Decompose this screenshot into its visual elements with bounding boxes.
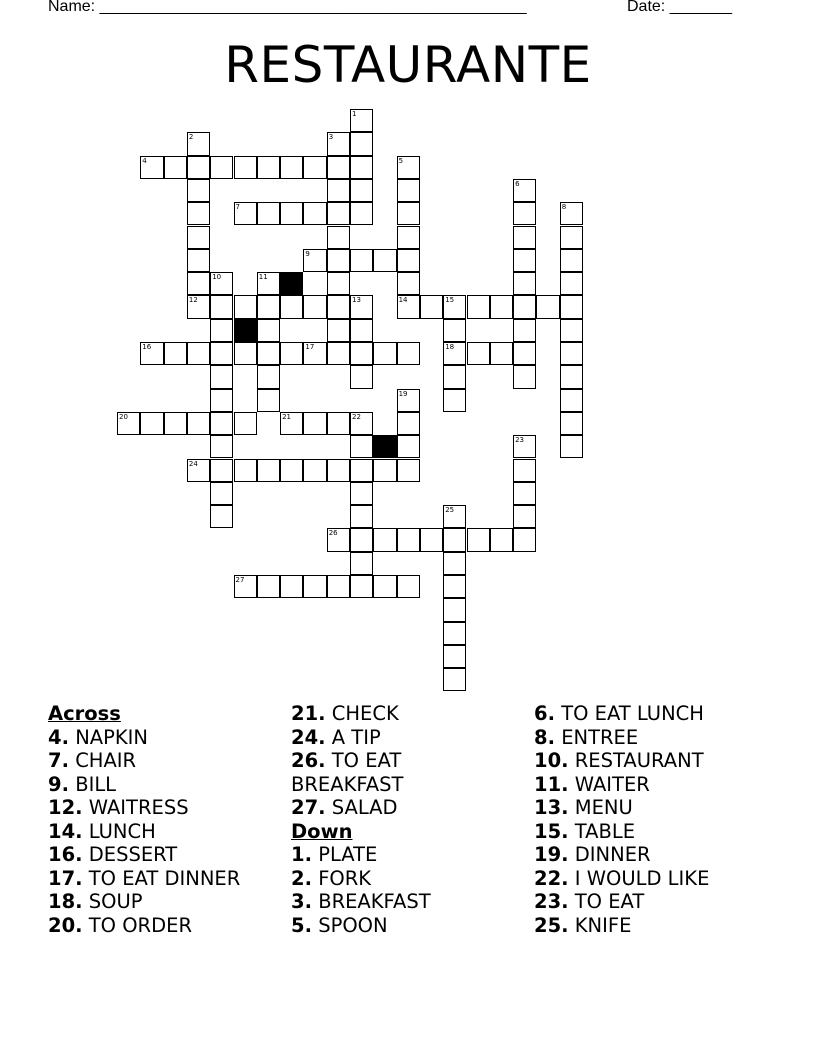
grid-cell[interactable] [350,365,373,388]
grid-cell[interactable] [373,249,396,272]
grid-cell[interactable] [373,342,396,365]
grid-cell[interactable] [210,505,233,528]
grid-cell[interactable] [140,342,163,365]
grid-cell[interactable] [164,412,187,435]
grid-cell[interactable] [187,179,210,202]
grid-cell[interactable] [303,295,326,318]
grid-cell[interactable] [187,202,210,225]
cell-number: 13 [352,296,361,305]
puzzle-title: RESTAURANTE [224,36,592,94]
down-clue: 6. TO EAT LUNCH [534,702,704,725]
grid-cell[interactable] [397,249,420,272]
grid-cell[interactable] [443,295,466,318]
grid-cell[interactable] [560,365,583,388]
down-clue: 15. TABLE [534,819,636,843]
grid-cell[interactable] [560,272,583,295]
grid-cell[interactable] [490,342,513,365]
grid-cell[interactable] [327,342,350,365]
grid-cell[interactable] [513,179,536,202]
grid-cell[interactable] [560,389,583,412]
grid-cell[interactable] [397,342,420,365]
grid-cell[interactable] [327,295,350,318]
grid-cell[interactable] [187,295,210,318]
date-field: Date: _______ [627,0,732,15]
grid-cell[interactable] [373,459,396,482]
grid-cell[interactable] [234,342,257,365]
grid-cell[interactable] [303,156,326,179]
clue-column-2 [291,702,461,937]
across-heading: Across [48,702,121,725]
grid-cell[interactable] [187,412,210,435]
cell-number: 1 [352,110,357,118]
grid-cell[interactable] [420,295,443,318]
grid-cell[interactable] [467,295,490,318]
grid-cell[interactable] [327,132,350,155]
grid-cell[interactable] [140,156,163,179]
grid-cell[interactable] [513,342,536,365]
grid-cell[interactable] [350,179,373,202]
grid-cell[interactable] [327,249,350,272]
grid-cell[interactable] [257,342,280,365]
down-clue: 19. DINNER [534,843,651,866]
cell-number: 10 [212,273,222,282]
grid-cell[interactable] [443,622,466,645]
grid-cell[interactable] [513,482,536,505]
grid-cell[interactable] [350,109,373,132]
grid-cell[interactable] [303,202,326,225]
grid-cell[interactable] [327,226,350,249]
grid-cell[interactable] [373,575,396,598]
grid-cell[interactable] [350,156,373,179]
grid-cell[interactable] [513,365,536,388]
grid-cell[interactable] [280,575,303,598]
grid-cell[interactable] [280,412,303,435]
grid-cell[interactable] [257,156,280,179]
grid-cell[interactable] [397,459,420,482]
grid-cell[interactable] [443,505,466,528]
grid-cell[interactable] [560,295,583,318]
grid-cell[interactable] [536,295,559,318]
grid-cell[interactable] [513,295,536,318]
grid-cell[interactable] [513,272,536,295]
grid-cell[interactable] [350,528,373,551]
grid-cell[interactable] [234,156,257,179]
grid-cell[interactable] [210,412,233,435]
grid-cell[interactable] [327,179,350,202]
down-clue: 5. SPOON [291,913,388,937]
grid-cell[interactable] [350,132,373,155]
across-clue: 14. LUNCH [48,819,156,843]
grid-cell[interactable] [303,249,326,272]
grid-cell[interactable] [560,435,583,458]
grid-cell[interactable] [210,459,233,482]
cell-number: 4 [142,156,147,165]
grid-cell[interactable] [210,272,233,295]
cell-number: 3 [328,133,334,142]
down-clue: 1. PLATE [291,843,378,866]
grid-cell[interactable] [467,342,490,365]
grid-cell[interactable] [443,598,466,621]
grid-cell[interactable] [210,156,233,179]
grid-cell[interactable] [327,202,350,225]
grid-cell[interactable] [397,202,420,225]
cell-number: 15 [445,296,455,305]
grid-cell[interactable] [187,226,210,249]
grid-cell[interactable] [373,528,396,551]
grid-cell[interactable] [513,459,536,482]
grid-cell[interactable] [280,342,303,365]
grid-cell[interactable] [513,226,536,249]
grid-cell[interactable] [257,319,280,342]
down-clue: 11. WAITER [534,772,650,796]
grid-cell[interactable] [350,459,373,482]
grid-cell[interactable] [234,202,257,225]
across-clue: 21. CHECK [291,702,399,725]
down-clue: 2. FORK [291,866,372,890]
cell-number: 9 [305,249,310,258]
down-clue: 13. MENU [534,796,633,819]
grid-cell[interactable] [257,459,280,482]
down-clue: 22. I WOULD LIKE [534,866,710,890]
grid-cell[interactable] [397,412,420,435]
grid-cell[interactable] [234,412,257,435]
grid-cell[interactable] [327,575,350,598]
grid-cell[interactable] [420,528,443,551]
grid-cell[interactable] [164,156,187,179]
grid-cell[interactable] [257,272,280,295]
grid-cell[interactable] [397,226,420,249]
grid-cell[interactable] [350,505,373,528]
grid-cell[interactable] [350,202,373,225]
cell-number: 7 [235,203,240,212]
grid-cell[interactable] [117,412,140,435]
clue-column-3 [534,702,709,937]
grid-cell[interactable] [443,528,466,551]
across-clue: 9. BILL [48,772,117,796]
cell-number: 2 [188,133,194,142]
grid-cell[interactable] [257,365,280,388]
cell-number: 21 [282,412,292,421]
grid-cell[interactable] [560,342,583,365]
cell-number: 5 [398,156,404,165]
grid-cell[interactable] [350,575,373,598]
grid-cell[interactable] [443,668,466,691]
grid-cell[interactable] [397,156,420,179]
grid-cell[interactable] [327,156,350,179]
across-clue: 26. TO EAT BREAKFAST [291,749,404,796]
grid-cell[interactable] [327,319,350,342]
grid-cell[interactable] [257,575,280,598]
grid-cell[interactable] [443,389,466,412]
grid-cell[interactable] [210,365,233,388]
grid-cell[interactable] [280,295,303,318]
grid-cell[interactable] [350,319,373,342]
grid-cell[interactable] [513,202,536,225]
grid-cell[interactable] [560,202,583,225]
grid-cell[interactable] [443,342,466,365]
grid-cell[interactable] [560,226,583,249]
grid-cell[interactable] [350,435,373,458]
cell-number: 24 [188,459,198,468]
grid-cell[interactable] [327,412,350,435]
across-clue: 4. NAPKIN [48,725,148,749]
grid-cell[interactable] [443,645,466,668]
cell-number: 14 [398,296,408,305]
grid-cell[interactable] [327,272,350,295]
grid-cell[interactable] [397,389,420,412]
grid-cell[interactable] [443,319,466,342]
grid-cell[interactable] [210,482,233,505]
grid-cell[interactable] [234,575,257,598]
across-clue: 27. SALAD [291,796,398,819]
grid-cell[interactable] [303,459,326,482]
grid-cell[interactable] [350,295,373,318]
grid-cell[interactable] [327,459,350,482]
grid-cell[interactable] [187,156,210,179]
cell-number: 12 [188,296,198,305]
grid-cell[interactable] [350,412,373,435]
grid-cell[interactable] [303,412,326,435]
across-clue: 18. SOUP [48,890,143,913]
grid-cell[interactable] [350,249,373,272]
across-clue: 24. A TIP [291,725,381,749]
grid-cell[interactable] [397,435,420,458]
grid-cell[interactable] [280,202,303,225]
black-cell [280,272,303,295]
grid-cell[interactable] [210,319,233,342]
grid-cell[interactable] [513,528,536,551]
grid-cell[interactable] [187,132,210,155]
grid-cell[interactable] [513,249,536,272]
grid-cell[interactable] [210,342,233,365]
grid-cell[interactable] [443,575,466,598]
grid-cell[interactable] [210,435,233,458]
grid-cell[interactable] [467,528,490,551]
grid-cell[interactable] [210,389,233,412]
grid-cell[interactable] [350,482,373,505]
across-clue: 16. DESSERT [48,843,178,866]
cell-number: 11 [258,273,268,282]
grid-cell[interactable] [443,552,466,575]
down-clue: 8. ENTREE [534,725,639,749]
name-field: Name: ________________________________________________ [48,0,527,15]
down-clue: 10. RESTAURANT [534,749,704,772]
grid-cell[interactable] [560,249,583,272]
grid-cell[interactable] [350,342,373,365]
across-clue: 20. TO ORDER [48,913,192,937]
down-clue: 3. BREAKFAST [291,890,431,913]
cell-number: 16 [142,343,152,351]
grid-cell[interactable] [560,412,583,435]
across-clue: 17. TO EAT DINNER [48,866,241,890]
grid-cell[interactable] [187,272,210,295]
black-cell [373,435,396,458]
clue-column-1 [48,702,240,937]
black-cell [234,319,257,342]
grid-cell[interactable] [303,575,326,598]
grid-cell[interactable] [397,179,420,202]
grid-cell[interactable] [560,319,583,342]
across-clue: 12. WAITRESS [48,796,189,819]
grid-cell[interactable] [490,528,513,551]
cell-number: 17 [305,343,315,351]
down-clue: 23. TO EAT [534,890,645,913]
grid-cell[interactable] [303,342,326,365]
grid-cell[interactable] [513,505,536,528]
cell-number: 19 [398,389,408,398]
grid-cell[interactable] [490,295,513,318]
cell-number: 23 [515,436,525,445]
grid-cell[interactable] [327,528,350,551]
cell-number: 26 [328,529,338,538]
grid-cell[interactable] [397,575,420,598]
grid-cell[interactable] [234,295,257,318]
grid-cell[interactable] [187,249,210,272]
cell-number: 20 [119,412,128,421]
across-clue: 7. CHAIR [48,749,137,772]
grid-cell[interactable] [234,459,257,482]
cell-number: 18 [445,343,455,351]
grid-cell[interactable] [140,412,163,435]
cell-number: 27 [235,576,245,584]
grid-cell[interactable] [210,295,233,318]
grid-cell[interactable] [513,319,536,342]
grid-cell[interactable] [397,295,420,318]
grid-cell[interactable] [397,528,420,551]
cell-number: 25 [445,506,455,515]
grid-cell[interactable] [257,295,280,318]
grid-cell[interactable] [257,389,280,412]
grid-cell[interactable] [513,435,536,458]
down-heading: Down [291,819,353,843]
grid-cell[interactable] [257,202,280,225]
grid-cell[interactable] [187,459,210,482]
down-clue: 25. KNIFE [534,913,632,937]
grid-cell[interactable] [350,552,373,575]
cell-number: 8 [561,203,567,212]
grid-cell[interactable] [280,156,303,179]
cell-number: 6 [515,179,520,188]
grid-cell[interactable] [280,459,303,482]
grid-cell[interactable] [397,272,420,295]
grid-cell[interactable] [164,342,187,365]
grid-cell[interactable] [443,365,466,388]
cell-number: 22 [352,412,361,421]
grid-cell[interactable] [187,342,210,365]
